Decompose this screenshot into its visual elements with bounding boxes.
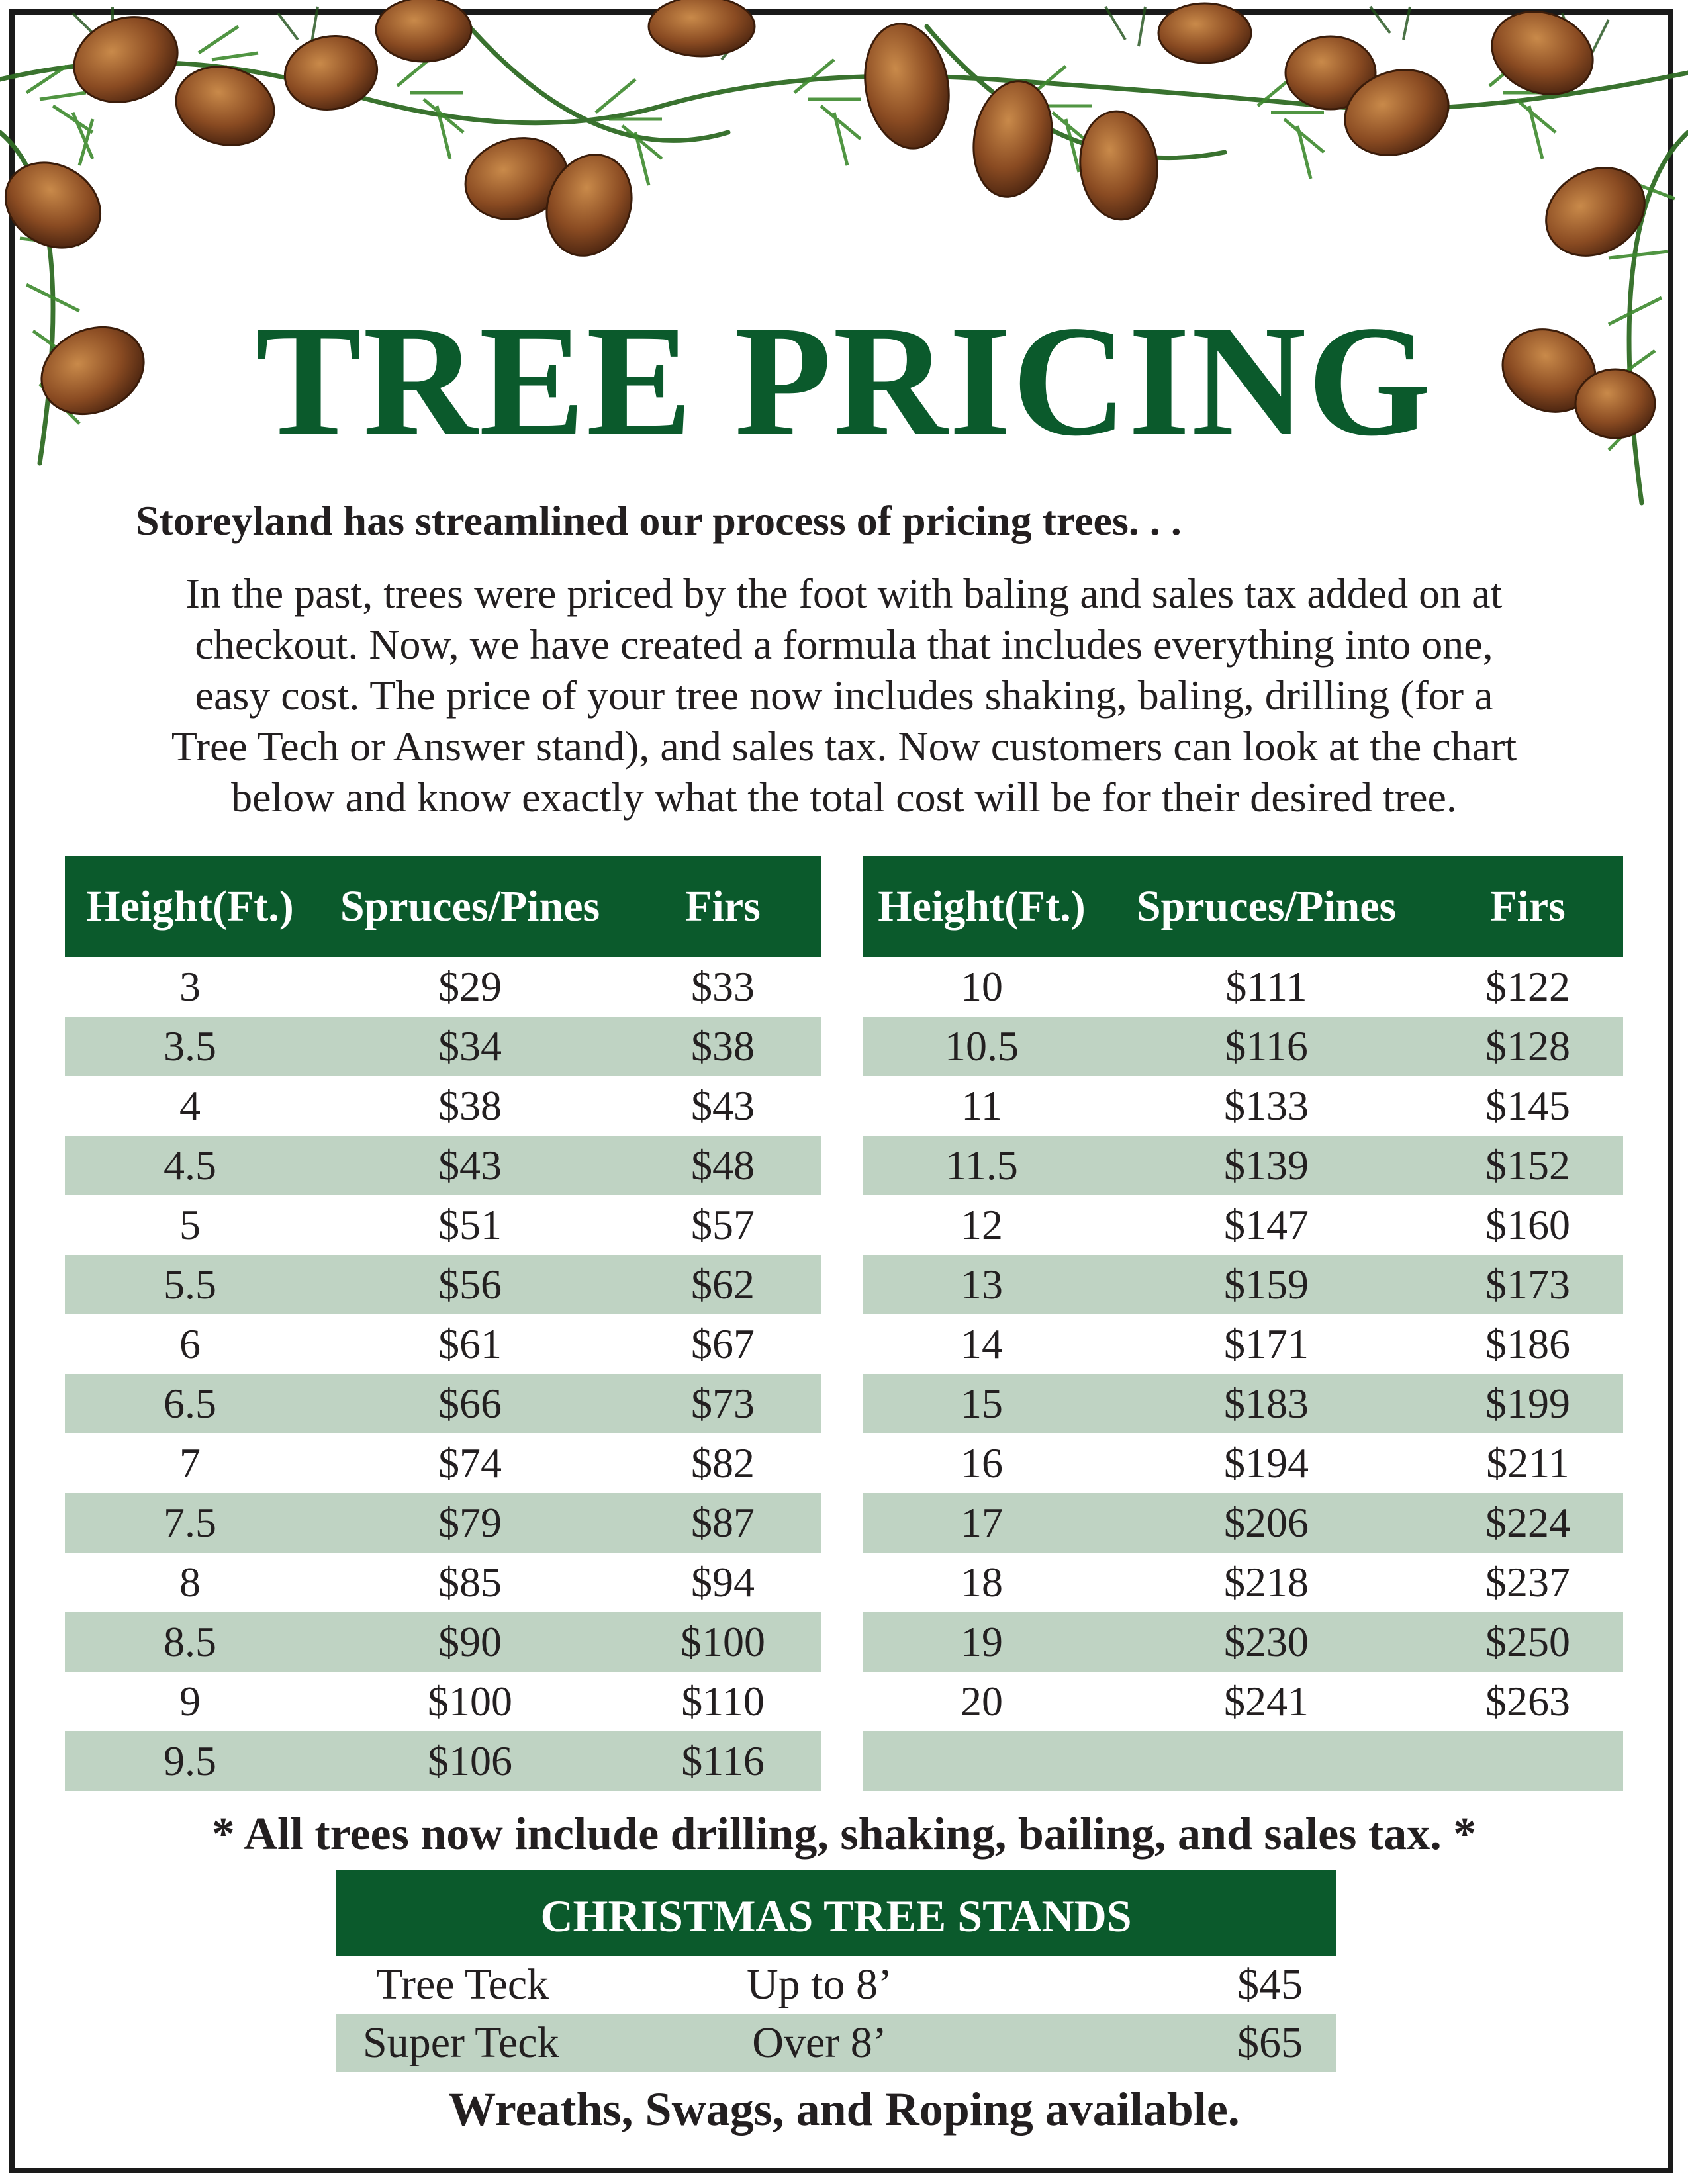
cell-firs-price: $186 — [1485, 1320, 1570, 1367]
table-row — [863, 957, 1623, 1017]
cell-height: 3 — [179, 963, 201, 1010]
cell-height: 8 — [179, 1559, 201, 1606]
column-header-spruces-pines: Spruces/Pines — [315, 856, 625, 957]
cell-firs-price: $57 — [691, 1201, 755, 1248]
cell-spruces-pines-price: $34 — [315, 1017, 625, 1076]
cell-spruces-pines-price: $66 — [315, 1374, 625, 1433]
price-table-left-body — [65, 957, 821, 1791]
intro-line: Tree Tech or Answer stand), and sales tax. Now customers can look at the chart — [171, 723, 1517, 770]
cell-firs-price: $100 — [625, 1612, 821, 1672]
table-row — [863, 1017, 1623, 1076]
cell-spruces-pines-price: $51 — [438, 1201, 502, 1248]
cell-spruces-pines-price: $43 — [315, 1136, 625, 1195]
cell-spruces-pines-price: $139 — [1100, 1136, 1432, 1195]
cell-height: 10.5 — [863, 1017, 1100, 1076]
cell-height: 4 — [179, 1082, 201, 1129]
table-row — [863, 1374, 1623, 1433]
table-row — [65, 1017, 821, 1076]
cell-height: 9 — [179, 1678, 201, 1725]
table-row — [863, 1672, 1623, 1731]
cell-height: 5.5 — [65, 1255, 315, 1314]
cell-height: 17 — [863, 1493, 1100, 1553]
cell-spruces-pines-price: $56 — [315, 1255, 625, 1314]
intro-line: below and know exactly what the total cost will be for their desired tree. — [231, 774, 1457, 821]
table-row — [65, 1612, 821, 1672]
cell-firs-price: $152 — [1432, 1136, 1623, 1195]
cell-firs-price — [1432, 1731, 1623, 1791]
cell-firs-price: $263 — [1485, 1678, 1570, 1725]
cell-spruces-pines-price: $133 — [1224, 1082, 1309, 1129]
table-row — [65, 1672, 821, 1731]
cell-firs-price: $173 — [1432, 1255, 1623, 1314]
cell-spruces-pines-price: $171 — [1224, 1320, 1309, 1367]
table-row — [65, 1314, 821, 1374]
cell-spruces-pines-price: $79 — [315, 1493, 625, 1553]
price-table-right-body — [863, 957, 1623, 1791]
table-row — [863, 1433, 1623, 1493]
cell-height: 19 — [863, 1612, 1100, 1672]
table-row — [863, 1255, 1623, 1314]
cell-height: 18 — [961, 1559, 1003, 1606]
cell-firs-price: $82 — [691, 1439, 755, 1486]
cell-firs-price: $160 — [1485, 1201, 1570, 1248]
cell-spruces-pines-price: $194 — [1224, 1439, 1309, 1486]
cell-spruces-pines-price: $29 — [438, 963, 502, 1010]
page-title: TREE PRICING — [256, 293, 1432, 469]
table-header-row — [863, 856, 1623, 957]
cell-height: 15 — [863, 1374, 1100, 1433]
intro-line: checkout. Now, we have created a formula that includes everything into one, — [195, 621, 1493, 668]
table-row — [863, 1553, 1623, 1612]
table-row — [65, 1553, 821, 1612]
table-row — [65, 1374, 821, 1433]
cell-spruces-pines-price: $241 — [1224, 1678, 1309, 1725]
cell-height: 8.5 — [65, 1612, 315, 1672]
table-row — [863, 1314, 1623, 1374]
cell-height: 7 — [179, 1439, 201, 1486]
cell-spruces-pines-price: $111 — [1225, 963, 1307, 1010]
cell-height: 7.5 — [65, 1493, 315, 1553]
stands-header-row — [336, 1870, 1336, 1956]
table-row — [863, 1195, 1623, 1255]
table-row — [65, 1493, 821, 1553]
cell-firs-price: $116 — [625, 1731, 821, 1791]
cell-spruces-pines-price: $61 — [438, 1320, 502, 1367]
cell-spruces-pines-price: $206 — [1100, 1493, 1432, 1553]
column-header-firs: Firs — [1432, 856, 1623, 957]
table-row — [863, 1493, 1623, 1553]
cell-firs-price: $87 — [625, 1493, 821, 1553]
cell-height: 6.5 — [65, 1374, 315, 1433]
cell-spruces-pines-price: $183 — [1100, 1374, 1432, 1433]
cell-spruces-pines-price: $38 — [438, 1082, 502, 1129]
cell-spruces-pines-price: $106 — [315, 1731, 625, 1791]
intro-line: In the past, trees were priced by the foot with baling and sales tax added on at — [185, 570, 1503, 617]
cell-firs-price: $73 — [625, 1374, 821, 1433]
cell-spruces-pines-price: $90 — [315, 1612, 625, 1672]
cell-height: 9.5 — [65, 1731, 315, 1791]
cell-firs-price: $94 — [691, 1559, 755, 1606]
cell-firs-price: $128 — [1432, 1017, 1623, 1076]
cell-firs-price: $43 — [691, 1082, 755, 1129]
price-table-left — [65, 856, 821, 1791]
table-row — [65, 1195, 821, 1255]
stands-title: CHRISTMAS TREE STANDS — [336, 1870, 1336, 1956]
intro-line: easy cost. The price of your tree now includes shaking, baling, drilling (for a — [195, 672, 1493, 719]
table-row — [863, 1076, 1623, 1136]
cell-spruces-pines-price — [1100, 1731, 1432, 1791]
stand-price: $65 — [1025, 2014, 1336, 2072]
table-row — [65, 1136, 821, 1195]
subtitle: Storeyland has streamlined our process of pricing trees. . . — [136, 497, 1182, 544]
cell-spruces-pines-price: $218 — [1224, 1559, 1309, 1606]
stand-name: Tree Teck — [376, 1960, 549, 2009]
cell-height: 20 — [961, 1678, 1003, 1725]
stand-size: Up to 8’ — [747, 1960, 892, 2009]
cell-firs-price: $48 — [625, 1136, 821, 1195]
cell-firs-price: $33 — [691, 963, 755, 1010]
table-row — [863, 1612, 1623, 1672]
price-table-right — [863, 856, 1623, 1791]
cell-height: 5 — [179, 1201, 201, 1248]
cell-spruces-pines-price: $159 — [1100, 1255, 1432, 1314]
cell-firs-price: $224 — [1432, 1493, 1623, 1553]
column-header-firs: Firs — [625, 856, 821, 957]
cell-firs-price: $211 — [1486, 1439, 1570, 1486]
column-header-height: Height(Ft.) — [863, 856, 1100, 957]
cell-height: 14 — [961, 1320, 1003, 1367]
cell-firs-price: $38 — [625, 1017, 821, 1076]
table-row — [863, 1136, 1623, 1195]
table-row — [65, 957, 821, 1017]
table-row — [65, 1731, 821, 1791]
cell-height: 12 — [961, 1201, 1003, 1248]
cell-height: 11.5 — [863, 1136, 1100, 1195]
cell-height: 16 — [961, 1439, 1003, 1486]
table-row — [65, 1255, 821, 1314]
cell-firs-price: $67 — [691, 1320, 755, 1367]
cell-height: 13 — [863, 1255, 1100, 1314]
cell-spruces-pines-price: $74 — [438, 1439, 502, 1486]
cell-height: 6 — [179, 1320, 201, 1367]
stand-row — [336, 2014, 1336, 2072]
column-header-spruces-pines: Spruces/Pines — [1100, 856, 1432, 957]
cell-spruces-pines-price: $85 — [438, 1559, 502, 1606]
stand-price: $45 — [1237, 1960, 1303, 2009]
table-row — [863, 1731, 1623, 1791]
cell-firs-price: $62 — [625, 1255, 821, 1314]
cell-firs-price: $122 — [1485, 963, 1570, 1010]
cell-firs-price: $145 — [1485, 1082, 1570, 1129]
footer-note: Wreaths, Swags, and Roping available. — [448, 2083, 1240, 2136]
cell-firs-price: $237 — [1485, 1559, 1570, 1606]
cell-spruces-pines-price: $230 — [1100, 1612, 1432, 1672]
intro-paragraph — [86, 568, 1602, 823]
cell-firs-price: $199 — [1432, 1374, 1623, 1433]
cell-height: 4.5 — [65, 1136, 315, 1195]
cell-height — [863, 1731, 1100, 1791]
cell-spruces-pines-price: $147 — [1224, 1201, 1309, 1248]
column-header-height: Height(Ft.) — [65, 856, 315, 957]
cell-height: 10 — [961, 963, 1003, 1010]
table-row — [65, 1076, 821, 1136]
cell-spruces-pines-price: $100 — [428, 1678, 512, 1725]
stand-name: Super Teck — [336, 2014, 614, 2072]
table-header-row — [65, 856, 821, 957]
cell-firs-price: $110 — [681, 1678, 765, 1725]
cell-spruces-pines-price: $116 — [1100, 1017, 1432, 1076]
table-row — [65, 1433, 821, 1493]
cell-height: 11 — [961, 1082, 1002, 1129]
tree-stands-table — [336, 1870, 1336, 2072]
inclusion-note: * All trees now include drilling, shaking, bailing, and sales tax. * — [211, 1809, 1477, 1860]
stand-size: Over 8’ — [614, 2014, 1025, 2072]
cell-firs-price: $250 — [1432, 1612, 1623, 1672]
stand-row — [336, 1956, 1336, 2014]
cell-height: 3.5 — [65, 1017, 315, 1076]
